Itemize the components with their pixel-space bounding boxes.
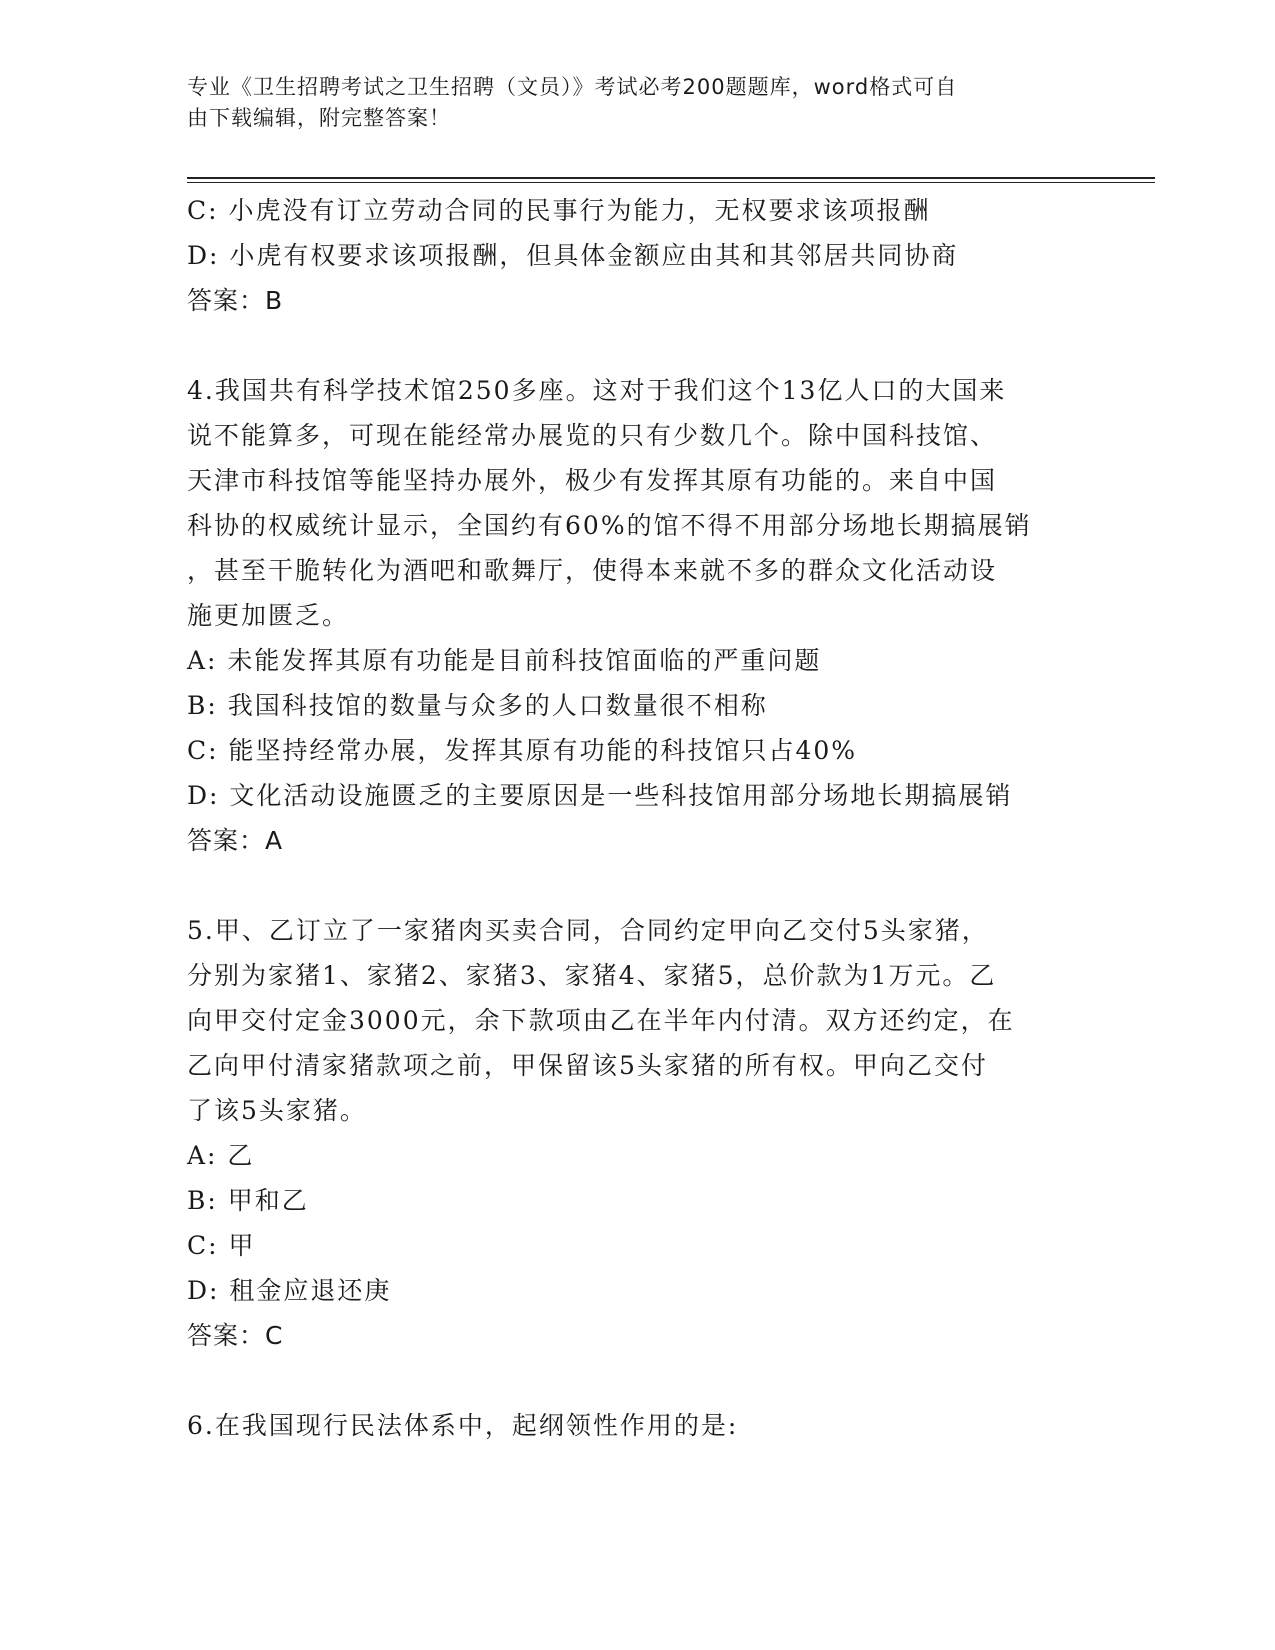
- header-divider-thick: [187, 177, 1155, 179]
- q5-option-a: A: 乙: [187, 1141, 255, 1170]
- spacer: [187, 1358, 1087, 1403]
- question-4: [187, 368, 1087, 863]
- q4-answer: 答案：A: [187, 826, 284, 855]
- q3-option-d: D: 小虎有权要求该项报酬，但具体金额应由其和其邻居共同协商: [187, 241, 959, 270]
- document-body: [187, 188, 1087, 1448]
- q5-stem-line: 了该5头家猪。: [187, 1096, 367, 1125]
- q4-stem-line: 天津市科技馆等能坚持办展外，极少有发挥其原有功能的。来自中国: [187, 466, 998, 495]
- q5-option-c: C: 甲: [187, 1231, 256, 1260]
- q5-option-d: D: 租金应退还庚: [187, 1276, 392, 1305]
- q5-answer: 答案：C: [187, 1321, 284, 1350]
- q3-option-c: C: 小虎没有订立劳动合同的民事行为能力，无权要求该项报酬: [187, 196, 931, 225]
- q5-stem-line: 乙向甲付清家猪款项之前，甲保留该5头家猪的所有权。甲向乙交付: [187, 1051, 988, 1080]
- q4-stem-line: 科协的权威统计显示，全国约有60%的馆不得不用部分场地长期搞展销: [187, 511, 1032, 540]
- question-5: [187, 908, 1087, 1358]
- spacer: [187, 863, 1087, 908]
- question-3-tail: [187, 188, 1087, 323]
- q4-option-c: C: 能坚持经常办展，发挥其原有功能的科技馆只占40%: [187, 736, 858, 765]
- q5-stem-line: 5.甲、乙订立了一家猪肉买卖合同，合同约定甲向乙交付5头家猪，: [187, 916, 989, 945]
- q4-stem-line: 说不能算多，可现在能经常办展览的只有少数几个。除中国科技馆、: [187, 421, 998, 450]
- q6-stem: 6.在我国现行民法体系中，起纲领性作用的是:: [187, 1411, 739, 1440]
- q4-stem-line: 施更加匮乏。: [187, 601, 350, 630]
- q4-stem-line: ，甚至干脆转化为酒吧和歌舞厅，使得本来就不多的群众文化活动设: [187, 556, 998, 585]
- document-header: [187, 72, 1067, 134]
- header-line-1: 专业《卫生招聘考试之卫生招聘（文员）》考试必考200题题库，word格式可自: [187, 75, 958, 99]
- q4-option-b: B: 我国科技馆的数量与众多的人口数量很不相称: [187, 691, 768, 720]
- q5-option-b: B: 甲和乙: [187, 1186, 309, 1215]
- header-divider-thin: [187, 182, 1155, 183]
- q4-stem-line: 4.我国共有科学技术馆250多座。这对于我们这个13亿人口的大国来: [187, 376, 1007, 405]
- question-6: [187, 1403, 1087, 1448]
- q4-option-d: D: 文化活动设施匮乏的主要原因是一些科技馆用部分场地长期搞展销: [187, 781, 1013, 810]
- q5-stem-line: 分别为家猪1、家猪2、家猪3、家猪4、家猪5，总价款为1万元。乙: [187, 961, 997, 990]
- spacer: [187, 323, 1087, 368]
- q4-option-a: A: 未能发挥其原有功能是目前科技馆面临的严重问题: [187, 646, 822, 675]
- header-line-2: 由下载编辑，附完整答案！: [187, 106, 451, 130]
- q3-answer: 答案：B: [187, 286, 284, 315]
- q5-stem-line: 向甲交付定金3000元，余下款项由乙在半年内付清。双方还约定，在: [187, 1006, 1015, 1035]
